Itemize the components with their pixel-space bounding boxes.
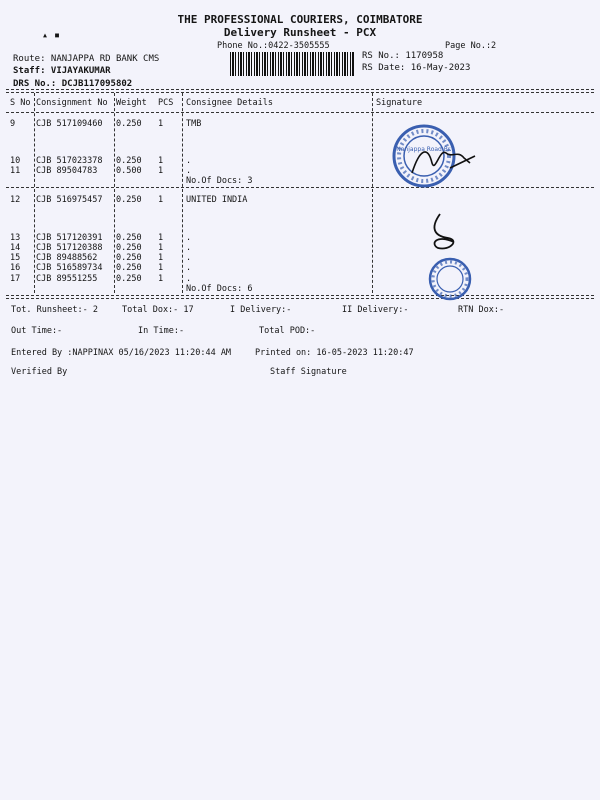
col-consignment: Consignment No (36, 98, 108, 108)
col-pcs: PCS (158, 98, 174, 108)
divider (6, 295, 594, 296)
total-pod: Total POD:- (259, 326, 316, 336)
divider (6, 298, 594, 299)
route: Route: NANJAPPA RD BANK CMS (13, 54, 160, 64)
column-separator (34, 93, 35, 293)
stamp-text: Nanjappa Road Br. (396, 146, 452, 153)
stamp-signature-icon (420, 206, 490, 316)
printed-on: Printed on: 16-05-2023 11:20:47 (255, 348, 414, 358)
column-separator (182, 93, 183, 293)
column-separator (372, 93, 373, 293)
col-signature: Signature (376, 98, 423, 108)
staff-signature: Staff Signature (270, 367, 347, 377)
divider (6, 112, 594, 113)
barcode-icon (230, 52, 354, 76)
col-sno: S No (10, 98, 31, 108)
docs-count: No.Of Docs: 3 (186, 176, 253, 186)
col-weight: Weight (116, 98, 147, 108)
verified-by: Verified By (11, 367, 68, 377)
staff-name: Staff: VIJAYAKUMAR (13, 66, 111, 76)
company-name: THE PROFESSIONAL COURIERS, COIMBATORE (177, 13, 423, 26)
i-delivery: I Delivery:- (230, 305, 292, 315)
ii-delivery: II Delivery:- (342, 305, 409, 315)
in-time: In Time:- (138, 326, 185, 336)
rtn-dox: RTN Dox:- (458, 305, 505, 315)
drs-number: DRS No.: DCJB117095802 (13, 79, 133, 89)
rs-date: RS Date: 16-May-2023 (362, 63, 471, 73)
page-number: Page No.:2 (445, 41, 497, 51)
divider (6, 187, 594, 188)
phone-number: Phone No.:0422-3505555 (217, 41, 330, 51)
docs-count: No.Of Docs: 6 (186, 284, 253, 294)
column-separator (114, 93, 115, 293)
document-title: Delivery Runsheet - PCX (223, 26, 377, 39)
rs-number: RS No.: 1170958 (362, 51, 444, 61)
divider (6, 89, 594, 90)
entered-by: Entered By :NAPPINAX 05/16/2023 11:20:44 AM (11, 348, 232, 358)
total-dox: Total Dox:- 17 (122, 305, 194, 315)
col-details: Consignee Details (186, 98, 273, 108)
divider (6, 92, 594, 93)
out-time: Out Time:- (11, 326, 63, 336)
total-runsheet: Tot. Runsheet:- 2 (11, 305, 98, 315)
stamp-signature-icon (380, 118, 490, 198)
logo-mark-icon: ▴ ▪ (42, 30, 61, 41)
